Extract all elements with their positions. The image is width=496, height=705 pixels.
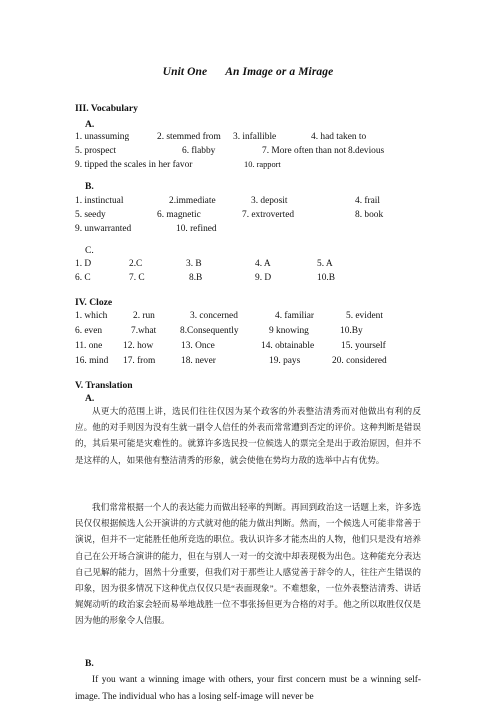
answer: 4. had taken to — [311, 132, 367, 142]
translation-a-paragraph-1: 从更大的范围上讲，选民们往往仅因为某个政客的外表整洁清秀而对他做出有利的反应。他的对手则因为没有生就一副令人信任的外表而常常遭到否定的评价。这种判断是错误的，其后果可能是灾难性的。就算许多选民投一位候选人的票完全是出于政治原因，但并不是这样的人，如果他有整洁清秀的形象，就会使他在势均力敌的选举中占有优势。 — [75, 406, 421, 465]
answer: 11. one — [75, 341, 103, 351]
answer: 9. unwarranted — [75, 224, 132, 234]
answer: 1. unassuming — [75, 132, 130, 142]
answer: 4. frail — [355, 196, 380, 206]
answer: 17. from — [123, 356, 156, 366]
answer: 5. seedy — [75, 210, 106, 220]
answer: 9. tipped the scales in her favor — [75, 160, 193, 170]
answer: 20. considered — [332, 356, 387, 366]
answer: 1. which — [75, 311, 108, 321]
cloze-heading: IV. Cloze — [75, 297, 113, 308]
answer: 7.what — [131, 326, 157, 336]
answer: 18. never — [181, 356, 216, 366]
answer: 10. rapport — [244, 160, 281, 169]
answer: 8.devious — [348, 146, 385, 156]
answer: 9 knowing — [269, 326, 309, 336]
answer: 10. refined — [176, 224, 217, 234]
answer: 8. book — [355, 210, 384, 220]
answer: 4. familiar — [275, 311, 315, 321]
unit-topic: An Image or a Mirage — [225, 66, 334, 78]
answer: 6. C — [75, 273, 91, 283]
answer: 7. More often than not — [262, 146, 347, 156]
answer: 7. C — [129, 273, 145, 283]
answer: 19. pays — [269, 356, 301, 366]
answer: 2. stemmed from — [157, 132, 221, 142]
answer: 6. magnetic — [157, 210, 201, 220]
answer: 3. B — [186, 259, 202, 269]
vocab-c-label: C. — [85, 245, 94, 256]
answer: 6. flabby — [182, 146, 216, 156]
answer: 9. D — [255, 273, 272, 283]
answer: 15. yourself — [341, 341, 386, 351]
translation-b-paragraph: If you want a winning image with others, your first concern must be a winning self-image. The individual who has a losing self-image will never be — [75, 675, 421, 702]
answer: 12. how — [123, 341, 154, 351]
answer: 5. evident — [346, 311, 383, 321]
answer: 2. run — [133, 311, 155, 321]
answer: 14. obtainable — [261, 341, 315, 351]
answer: 5. A — [317, 259, 333, 269]
vocab-b-label: B. — [85, 181, 94, 192]
answer: 1. instinctual — [75, 196, 124, 206]
answer: 16. mind — [75, 356, 109, 366]
answer: 1. D — [75, 259, 92, 269]
page-title — [0, 66, 496, 78]
answer: 6. even — [75, 326, 103, 336]
answer: 3. deposit — [251, 196, 288, 206]
answer: 3. concerned — [190, 311, 238, 321]
unit-number: Unit One — [162, 66, 208, 78]
answer: 13. Once — [181, 341, 215, 351]
translation-a-label: A. — [85, 393, 95, 404]
translation-heading: V. Translation — [75, 380, 133, 391]
answer: 10.By — [340, 326, 363, 336]
translation-b-label: B. — [85, 658, 94, 669]
answer: 2.immediate — [169, 196, 216, 206]
vocab-a-label: A. — [85, 119, 95, 130]
answer: 10.B — [317, 273, 335, 283]
answer: 7. extroverted — [242, 210, 295, 220]
answer: 8.Consequently — [180, 326, 239, 336]
answer: 4. A — [255, 259, 271, 269]
answer: 8.B — [189, 273, 203, 283]
translation-a-paragraph-2: 我们常常根据一个人的表达能力而做出轻率的判断。再回到政治这一话题上来，许多选民仅仅根据候选人公开演讲的方式就对他的能力做出判断。然而，一个候选人可能非常善于演说，但并不一定能胜任他所竞选的职位。我认识许多才能杰出的人物，他们只是没有培养自己在公开场合演讲的能力，但在与别人一对一的交流中却表现极为出色。这种能充分表达自己见解的能力，固然十分重要，但我们对于那些让人感觉善于辞令的人，往往产生错误的印象，因为很多情况下这种优点仅仅只是“表面现象”。不难想象，一位外表整洁清秀、讲话娓娓动听的政治家会轻而易举地战胜一位不事张扬但更为合格的对手。他之所以取胜仅仅是因为他的形象令人信服。 — [75, 502, 421, 626]
vocabulary-heading: III. Vocabulary — [75, 103, 138, 114]
answer: 5. prospect — [75, 146, 117, 156]
answer: 3. infallible — [233, 132, 277, 142]
answer: 2.C — [129, 259, 143, 269]
